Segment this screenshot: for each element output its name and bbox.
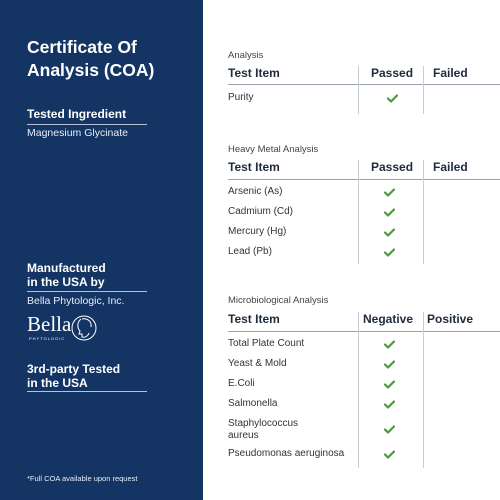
check-mark-icon	[387, 94, 398, 103]
check-mark-icon	[384, 380, 395, 389]
check-mark-icon	[384, 208, 395, 217]
third-party-heading-line-1: 3rd-party Tested	[27, 362, 121, 376]
header-rule	[228, 179, 500, 180]
micro-header-positive: Positive	[427, 312, 474, 326]
check-mark-icon	[384, 248, 395, 257]
page-title	[27, 36, 197, 82]
check-mark-icon	[384, 450, 395, 459]
heavy-metal-header-failed: Failed	[433, 160, 468, 174]
third-party-heading	[27, 362, 120, 390]
column-divider	[423, 312, 424, 468]
title-line-1: Certificate Of	[27, 37, 137, 57]
check-mark-icon	[384, 340, 395, 349]
divider	[27, 291, 147, 292]
manufacturer-name: Bella Phytologic, Inc.	[27, 295, 125, 307]
micro-row-staphylococcus-line-1: Staphylococcus	[228, 418, 299, 429]
manufactured-heading-line-1: Manufactured	[27, 261, 106, 275]
third-party-heading-line-2: in the USA	[27, 376, 88, 390]
heavy-metal-section-label: Heavy Metal Analysis	[228, 144, 319, 155]
tested-ingredient-heading: Tested Ingredient	[27, 107, 127, 121]
logo-wordmark: Bella	[27, 312, 72, 336]
micro-row-staphylococcus-line-2: aureus	[228, 430, 259, 441]
column-divider	[358, 160, 359, 264]
logo-subtitle: PHYTOLOGIC	[29, 336, 66, 341]
check-mark-icon	[384, 228, 395, 237]
divider	[27, 391, 147, 392]
manufactured-heading-line-2: in the USA by	[27, 275, 105, 289]
column-divider	[358, 312, 359, 468]
micro-row-yeast-mold: Yeast & Mold	[228, 358, 287, 369]
divider	[27, 124, 147, 125]
check-mark-icon	[384, 188, 395, 197]
manufactured-heading	[27, 261, 106, 289]
analysis-header-passed: Passed	[371, 66, 414, 80]
analysis-header-test-item: Test Item	[228, 66, 280, 80]
micro-header-negative: Negative	[363, 312, 414, 326]
analysis-row-purity: Purity	[228, 92, 254, 103]
heavy-metal-header-passed: Passed	[371, 160, 414, 174]
results-panel	[203, 0, 500, 500]
microbiological-section-label: Microbiological Analysis	[228, 295, 329, 306]
analysis-section-label: Analysis	[228, 50, 264, 61]
micro-row-staphylococcus	[228, 418, 298, 442]
heavy-metal-row-arsenic: Arsenic (As)	[228, 186, 283, 197]
column-divider	[358, 66, 359, 114]
micro-row-ecoli: E.Coli	[228, 378, 255, 389]
tested-ingredient-value: Magnesium Glycinate	[27, 127, 128, 139]
title-line-2: Analysis (COA)	[27, 60, 155, 80]
column-divider	[423, 160, 424, 264]
left-info-panel	[0, 0, 203, 500]
analysis-header-failed: Failed	[433, 66, 468, 80]
micro-row-salmonella: Salmonella	[228, 398, 278, 409]
micro-row-total-plate-count: Total Plate Count	[228, 338, 305, 349]
check-mark-icon	[384, 400, 395, 409]
column-divider	[423, 66, 424, 114]
heavy-metal-row-mercury: Mercury (Hg)	[228, 226, 287, 237]
header-rule	[228, 331, 500, 332]
check-mark-icon	[384, 360, 395, 369]
micro-row-pseudomonas: Pseudomonas aeruginosa	[228, 448, 345, 459]
heavy-metal-row-lead: Lead (Pb)	[228, 246, 272, 257]
check-mark-icon	[384, 425, 395, 434]
bella-phytologic-logo	[27, 312, 102, 346]
face-profile-icon	[70, 313, 98, 343]
heavy-metal-row-cadmium: Cadmium (Cd)	[228, 206, 294, 217]
micro-header-test-item: Test Item	[228, 312, 280, 326]
heavy-metal-header-test-item: Test Item	[228, 160, 280, 174]
header-rule	[228, 84, 500, 85]
footnote: *Full COA available upon request	[27, 474, 138, 483]
